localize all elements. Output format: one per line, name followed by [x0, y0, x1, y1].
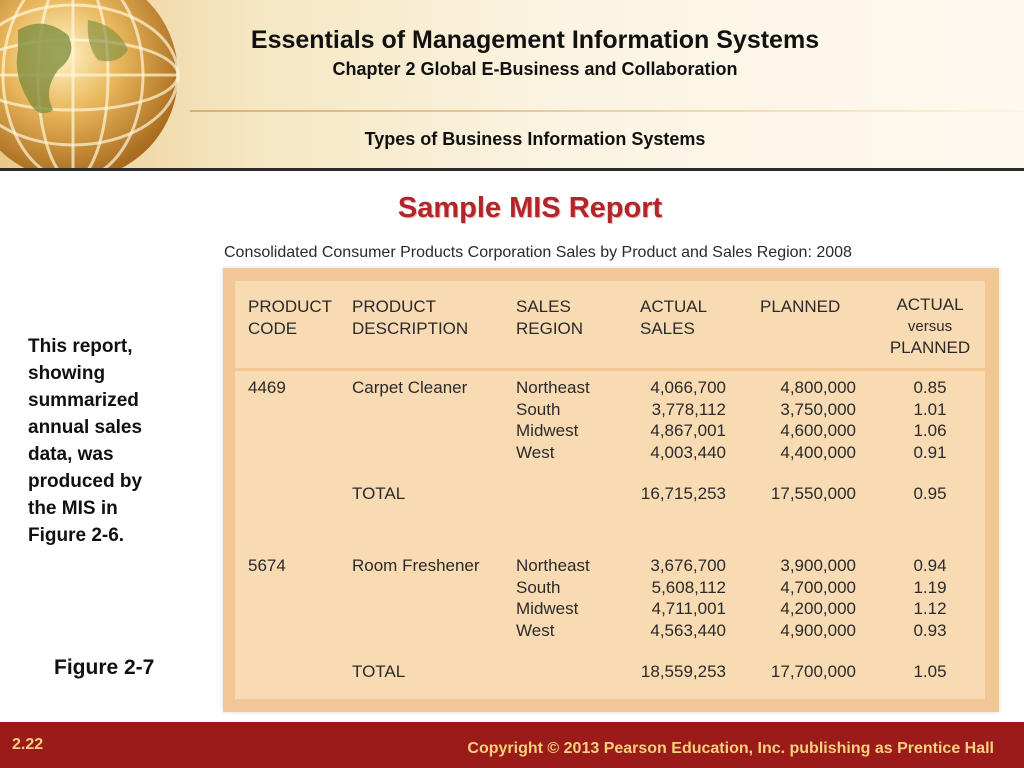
planned-sales: 4,200,000	[780, 599, 856, 618]
actual-vs-planned: 0.85	[913, 378, 947, 397]
header-product-code: PRODUCT CODE	[248, 297, 333, 338]
sales-region: South	[516, 399, 561, 419]
product-code: 5674	[248, 556, 286, 575]
globe-icon	[0, 0, 188, 168]
report-caption: Consolidated Consumer Products Corporation Sales by Product and Sales Region: 2008	[224, 244, 852, 261]
product-description: Room Freshener	[352, 556, 480, 575]
header-sales-region: SALES REGION	[516, 297, 584, 338]
header-actual-sales: ACTUAL SALES	[640, 297, 708, 338]
actual-sales: 4,867,001	[650, 421, 726, 440]
header-divider	[190, 110, 1024, 112]
section-title: Types of Business Information Systems	[364, 129, 706, 149]
actual-vs-planned: 0.91	[913, 442, 947, 462]
caption-line: produced by	[28, 471, 143, 492]
caption-line: data, was	[28, 444, 114, 465]
sales-region: Midwest	[516, 599, 579, 618]
actual-vs-planned: 1.19	[913, 577, 947, 597]
planned-sales: 3,900,000	[780, 556, 856, 575]
slide-title: Sample MIS Report	[397, 192, 663, 224]
actual-sales: 4,563,440	[650, 620, 726, 640]
slide-number: 2.22	[12, 736, 44, 753]
total-label: TOTAL	[352, 662, 406, 681]
planned-sales: 3,750,000	[780, 399, 856, 419]
report-table	[235, 281, 985, 699]
total-actual-sales: 18,559,253	[640, 662, 726, 681]
header-actual-vs-planned: ACTUAL versus PLANNED	[889, 295, 971, 357]
planned-sales: 4,400,000	[780, 442, 856, 462]
sales-region: Midwest	[516, 421, 579, 440]
actual-vs-planned: 1.06	[913, 421, 947, 440]
total-actual-vs-planned: 1.05	[913, 662, 947, 681]
caption-line: the MIS in	[28, 498, 118, 519]
header-product-description: PRODUCT DESCRIPTION	[352, 297, 469, 338]
mis-report	[223, 268, 999, 712]
planned-sales: 4,600,000	[780, 421, 856, 440]
total-label: TOTAL	[352, 484, 406, 503]
planned-sales: 4,900,000	[780, 620, 856, 640]
figure-label: Figure 2-7	[54, 656, 155, 679]
slide-header	[0, 0, 1024, 168]
actual-sales: 3,676,700	[650, 556, 726, 575]
slide-footer	[0, 722, 1024, 768]
caption-line: annual sales	[28, 417, 143, 438]
actual-sales: 3,778,112	[651, 399, 726, 419]
header-rule	[0, 168, 1024, 171]
sales-region: West	[516, 442, 555, 462]
header-planned: PLANNED	[760, 297, 841, 316]
actual-sales: 4,711,001	[651, 599, 726, 618]
header-separator	[235, 368, 985, 371]
actual-vs-planned: 0.94	[913, 556, 947, 575]
copyright-notice: Copyright © 2013 Pearson Education, Inc. publishing as Prentice Hall	[467, 740, 994, 757]
actual-vs-planned: 1.01	[913, 399, 947, 419]
product-description: Carpet Cleaner	[352, 378, 468, 397]
total-actual-sales: 16,715,253	[640, 484, 726, 503]
sales-region: Northeast	[516, 378, 590, 397]
caption-line: summarized	[28, 390, 139, 411]
actual-vs-planned: 1.12	[913, 599, 947, 618]
planned-sales: 4,800,000	[780, 378, 856, 397]
sales-region: South	[516, 577, 561, 597]
total-planned-sales: 17,700,000	[770, 662, 856, 681]
actual-sales: 4,003,440	[650, 442, 726, 462]
caption-line: This report,	[28, 336, 133, 357]
side-caption	[28, 333, 193, 549]
sales-region: Northeast	[516, 556, 590, 575]
actual-vs-planned: 0.93	[913, 620, 947, 640]
actual-sales: 5,608,112	[651, 577, 726, 597]
product-code: 4469	[248, 378, 286, 397]
caption-line: Figure 2-6.	[28, 525, 125, 546]
chapter-title: Chapter 2 Global E-Business and Collaboration	[332, 59, 738, 79]
actual-sales: 4,066,700	[650, 378, 726, 397]
planned-sales: 4,700,000	[780, 577, 856, 597]
sales-region: West	[516, 620, 555, 640]
course-title: Essentials of Management Information Systems	[250, 26, 820, 54]
total-planned-sales: 17,550,000	[770, 484, 856, 503]
total-actual-vs-planned: 0.95	[913, 484, 947, 503]
caption-line: showing	[28, 363, 106, 384]
